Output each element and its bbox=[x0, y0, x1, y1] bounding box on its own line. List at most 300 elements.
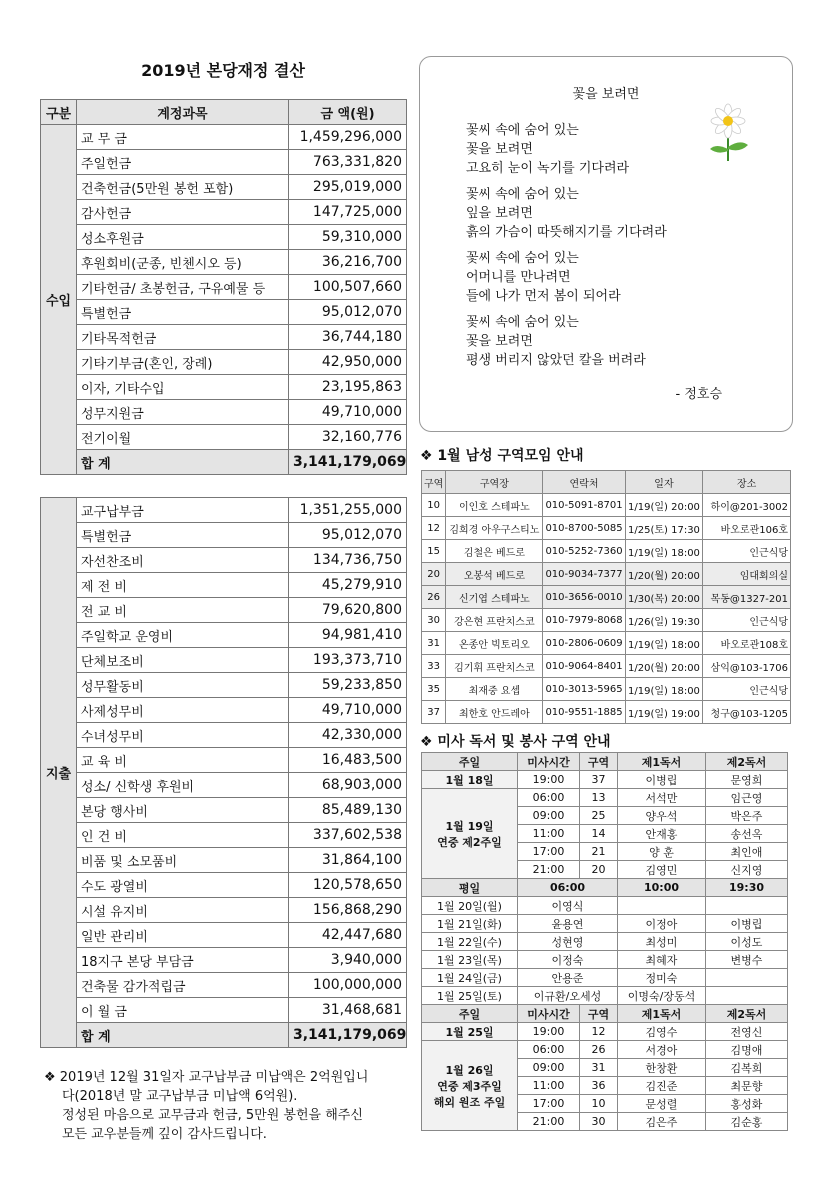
account-name: 건축헌금(5만원 봉헌 포함) bbox=[77, 175, 289, 200]
account-name: 기타헌금/ 초봉헌금, 구유예물 등 bbox=[77, 275, 289, 300]
mass-cell: 한창환 bbox=[618, 1059, 706, 1077]
income-label: 수입 bbox=[41, 125, 77, 475]
district-cell: 1/20(월) 20:00 bbox=[625, 655, 703, 678]
district-row bbox=[422, 678, 791, 701]
total-amount: 3,141,179,069 bbox=[289, 1023, 407, 1048]
mass-row bbox=[422, 771, 788, 789]
mass-cell: 21:00 bbox=[518, 861, 580, 879]
account-name: 교구납부금 bbox=[77, 498, 289, 523]
weekday-cell: 최성미 bbox=[618, 933, 706, 951]
finance-row bbox=[41, 523, 407, 548]
mass-cell: 양 훈 bbox=[618, 843, 706, 861]
district-cell: 010-5091-8701 bbox=[543, 494, 625, 517]
poem-line: 꽃씨 속에 숨어 있는 bbox=[466, 187, 579, 202]
finance-title: 2019년 본당재정 결산 bbox=[141, 61, 305, 80]
account-name: 수녀성무비 bbox=[77, 723, 289, 748]
district-cell: 12 bbox=[422, 517, 446, 540]
account-name: 사제성무비 bbox=[77, 698, 289, 723]
mass-cell: 25 bbox=[580, 807, 618, 825]
district-cell: 인근식당 bbox=[703, 678, 791, 701]
weekday-cell: 이병립 bbox=[706, 915, 788, 933]
district-cell: 10 bbox=[422, 494, 446, 517]
mass-cell: 10 bbox=[580, 1095, 618, 1113]
district-cell: 인근식당 bbox=[703, 540, 791, 563]
account-amount: 59,310,000 bbox=[289, 225, 407, 250]
mass-cell: 21 bbox=[580, 843, 618, 861]
account-name: 성소/ 신학생 후원비 bbox=[77, 773, 289, 798]
poem-author: - 정호승 bbox=[675, 387, 722, 402]
account-name: 18지구 본당 부담금 bbox=[77, 948, 289, 973]
district-cell: 이인호 스테파노 bbox=[446, 494, 543, 517]
mass-cell: 김영민 bbox=[618, 861, 706, 879]
account-amount: 100,507,660 bbox=[289, 275, 407, 300]
account-amount: 45,279,910 bbox=[289, 573, 407, 598]
mass-cell: 14 bbox=[580, 825, 618, 843]
account-amount: 49,710,000 bbox=[289, 698, 407, 723]
district-row bbox=[422, 563, 791, 586]
mass-cell: 30 bbox=[580, 1113, 618, 1131]
mass-header: 구역 bbox=[580, 753, 618, 771]
account-name: 교 육 비 bbox=[77, 748, 289, 773]
finance-row bbox=[41, 275, 407, 300]
weekday-row bbox=[422, 969, 788, 987]
mass-day-label-line: 1월 19일 bbox=[445, 819, 494, 833]
finance-row bbox=[41, 425, 407, 450]
finance-note bbox=[44, 1068, 414, 1144]
poem-line: 잎을 보려면 bbox=[466, 206, 533, 221]
mass-cell: 09:00 bbox=[518, 807, 580, 825]
finance-row bbox=[41, 200, 407, 225]
account-name: 단체보조비 bbox=[77, 648, 289, 673]
account-amount: 1,351,255,000 bbox=[289, 498, 407, 523]
finance-row bbox=[41, 400, 407, 425]
weekday-cell: 이정아 bbox=[618, 915, 706, 933]
weekday-cell: 최혜자 bbox=[618, 951, 706, 969]
weekday-cell bbox=[706, 897, 788, 915]
mass-cell: 김명애 bbox=[706, 1041, 788, 1059]
district-cell: 최재중 요셉 bbox=[446, 678, 543, 701]
account-amount: 156,868,290 bbox=[289, 898, 407, 923]
header-category: 구분 bbox=[41, 100, 77, 125]
district-cell: 신기엽 스테파노 bbox=[446, 586, 543, 609]
account-name: 기타목적헌금 bbox=[77, 325, 289, 350]
mass-cell: 김진준 bbox=[618, 1077, 706, 1095]
account-amount: 42,447,680 bbox=[289, 923, 407, 948]
weekday-cell: 정미숙 bbox=[618, 969, 706, 987]
district-cell: 1/30(목) 20:00 bbox=[625, 586, 703, 609]
mass-cell: 송선옥 bbox=[706, 825, 788, 843]
district-cell: 1/19(일) 18:00 bbox=[625, 678, 703, 701]
poem-line: 꽃씨 속에 숨어 있는 bbox=[466, 123, 579, 138]
district-cell: 010-5252-7360 bbox=[543, 540, 625, 563]
finance-row bbox=[41, 350, 407, 375]
weekday-date: 1월 20일(월) bbox=[422, 897, 518, 915]
district-row bbox=[422, 540, 791, 563]
account-amount: 295,019,000 bbox=[289, 175, 407, 200]
mass-header: 주일 bbox=[422, 1005, 518, 1023]
finance-row bbox=[41, 898, 407, 923]
mass-cell: 26 bbox=[580, 1041, 618, 1059]
account-amount: 1,459,296,000 bbox=[289, 125, 407, 150]
mass-cell: 서석만 bbox=[618, 789, 706, 807]
mass-cell: 김복희 bbox=[706, 1059, 788, 1077]
finance-row bbox=[41, 150, 407, 175]
account-amount: 85,489,130 bbox=[289, 798, 407, 823]
district-cell: 최한호 안드레아 bbox=[446, 701, 543, 724]
weekday-row bbox=[422, 915, 788, 933]
account-amount: 42,950,000 bbox=[289, 350, 407, 375]
poem-line: 평생 버리지 않았던 칼을 버려라 bbox=[466, 353, 646, 368]
finance-row bbox=[41, 773, 407, 798]
mass-cell: 11:00 bbox=[518, 1077, 580, 1095]
district-cell: 26 bbox=[422, 586, 446, 609]
account-name: 시설 유지비 bbox=[77, 898, 289, 923]
account-name: 일반 관리비 bbox=[77, 923, 289, 948]
note-line: 다(2018년 말 교구납부금 미납액 6억원). bbox=[62, 1089, 298, 1104]
weekday-header: 10:00 bbox=[618, 879, 706, 897]
weekday-cell bbox=[618, 897, 706, 915]
mass-cell: 신지영 bbox=[706, 861, 788, 879]
daisy-flower-icon bbox=[702, 99, 754, 163]
weekday-cell: 안용준 bbox=[518, 969, 618, 987]
mass-header: 제2독서 bbox=[706, 1005, 788, 1023]
district-row bbox=[422, 609, 791, 632]
weekday-date: 1월 23일(목) bbox=[422, 951, 518, 969]
district-cell: 김철은 베드로 bbox=[446, 540, 543, 563]
weekday-header: 19:30 bbox=[706, 879, 788, 897]
total-row bbox=[41, 1023, 407, 1048]
mass-cell: 최인애 bbox=[706, 843, 788, 861]
district-cell: 1/19(일) 18:00 bbox=[625, 540, 703, 563]
poem-line: 어머니를 만나려면 bbox=[466, 270, 571, 285]
district-title: ❖ 1월 남성 구역모임 안내 bbox=[420, 448, 584, 464]
mass-day-label-line: 연중 제3주일 bbox=[437, 1079, 502, 1093]
finance-row bbox=[41, 375, 407, 400]
district-cell: 목동@1327-201 bbox=[703, 586, 791, 609]
finance-row bbox=[41, 175, 407, 200]
account-amount: 95,012,070 bbox=[289, 300, 407, 325]
district-cell: 하이@201-3002 bbox=[703, 494, 791, 517]
mass-day-label: 1월 25일 bbox=[422, 1023, 518, 1041]
account-amount: 79,620,800 bbox=[289, 598, 407, 623]
finance-row bbox=[41, 698, 407, 723]
mass-cell: 19:00 bbox=[518, 771, 580, 789]
district-table bbox=[421, 470, 791, 724]
mass-row bbox=[422, 1023, 788, 1041]
finance-row bbox=[41, 748, 407, 773]
mass-table bbox=[421, 752, 788, 1131]
mass-cell: 안재홍 bbox=[618, 825, 706, 843]
mass-cell: 최문향 bbox=[706, 1077, 788, 1095]
finance-row bbox=[41, 923, 407, 948]
district-cell: 1/19(일) 18:00 bbox=[625, 632, 703, 655]
account-name: 제 전 비 bbox=[77, 573, 289, 598]
weekday-header: 평일 bbox=[422, 879, 518, 897]
weekday-row bbox=[422, 933, 788, 951]
finance-row bbox=[41, 573, 407, 598]
finance-row bbox=[41, 998, 407, 1023]
mass-cell: 양우석 bbox=[618, 807, 706, 825]
account-name: 이자, 기타수입 bbox=[77, 375, 289, 400]
district-cell: 010-9034-7377 bbox=[543, 563, 625, 586]
district-cell: 1/19(일) 19:00 bbox=[625, 701, 703, 724]
weekday-cell: 이규환/오세성 bbox=[518, 987, 618, 1005]
mass-header-row bbox=[422, 753, 788, 771]
mass-cell: 홍성화 bbox=[706, 1095, 788, 1113]
district-row bbox=[422, 701, 791, 724]
district-cell: 31 bbox=[422, 632, 446, 655]
mass-day-label bbox=[422, 789, 518, 879]
account-amount: 193,373,710 bbox=[289, 648, 407, 673]
note-line: 정성된 마음으로 교무금과 헌금, 5만원 봉헌을 해주신 bbox=[62, 1108, 363, 1123]
account-name: 전기이월 bbox=[77, 425, 289, 450]
mass-cell: 13 bbox=[580, 789, 618, 807]
mass-cell: 20 bbox=[580, 861, 618, 879]
finance-row bbox=[41, 598, 407, 623]
finance-row bbox=[41, 623, 407, 648]
account-amount: 31,468,681 bbox=[289, 998, 407, 1023]
account-amount: 16,483,500 bbox=[289, 748, 407, 773]
finance-row bbox=[41, 848, 407, 873]
mass-day-label-line: 연중 제2주일 bbox=[437, 835, 502, 849]
district-cell: 온종안 빅토리오 bbox=[446, 632, 543, 655]
account-amount: 49,710,000 bbox=[289, 400, 407, 425]
total-label: 합 계 bbox=[77, 450, 289, 475]
district-cell: 1/25(토) 17:30 bbox=[625, 517, 703, 540]
finance-row bbox=[41, 823, 407, 848]
district-cell: 20 bbox=[422, 563, 446, 586]
poem-line: 꽃씨 속에 숨어 있는 bbox=[466, 251, 579, 266]
poem-stanza bbox=[466, 249, 621, 306]
weekday-cell: 이정숙 bbox=[518, 951, 618, 969]
mass-header: 제1독서 bbox=[618, 753, 706, 771]
account-amount: 23,195,863 bbox=[289, 375, 407, 400]
mass-cell: 17:00 bbox=[518, 843, 580, 861]
district-header: 장소 bbox=[703, 471, 791, 494]
district-header: 구역장 bbox=[446, 471, 543, 494]
account-amount: 36,744,180 bbox=[289, 325, 407, 350]
finance-row bbox=[41, 300, 407, 325]
mass-cell: 김순홍 bbox=[706, 1113, 788, 1131]
account-name: 전 교 비 bbox=[77, 598, 289, 623]
district-cell: 1/20(월) 20:00 bbox=[625, 563, 703, 586]
note-line: ❖ 2019년 12월 31일자 교구납부금 미납액은 2억원입니 bbox=[44, 1070, 369, 1085]
district-row bbox=[422, 632, 791, 655]
district-cell: 010-3656-0010 bbox=[543, 586, 625, 609]
mass-cell: 37 bbox=[580, 771, 618, 789]
finance-row bbox=[41, 548, 407, 573]
mass-cell: 21:00 bbox=[518, 1113, 580, 1131]
mass-cell: 김영수 bbox=[618, 1023, 706, 1041]
district-row bbox=[422, 494, 791, 517]
poem-stanza bbox=[466, 313, 646, 370]
income-table bbox=[40, 99, 407, 475]
poem-line: 들에 나가 먼저 봄이 되어라 bbox=[466, 289, 621, 304]
district-cell: 15 bbox=[422, 540, 446, 563]
mass-header: 구역 bbox=[580, 1005, 618, 1023]
district-cell: 김기휘 프란치스코 bbox=[446, 655, 543, 678]
finance-row bbox=[41, 873, 407, 898]
account-name: 주일헌금 bbox=[77, 150, 289, 175]
mass-day-label-line: 1월 26일 bbox=[445, 1063, 494, 1077]
weekday-cell: 이성도 bbox=[706, 933, 788, 951]
mass-cell: 전영신 bbox=[706, 1023, 788, 1041]
account-amount: 147,725,000 bbox=[289, 200, 407, 225]
account-name: 비품 및 소모품비 bbox=[77, 848, 289, 873]
account-amount: 120,578,650 bbox=[289, 873, 407, 898]
mass-cell: 임근영 bbox=[706, 789, 788, 807]
finance-row bbox=[41, 973, 407, 998]
district-cell: 010-3013-5965 bbox=[543, 678, 625, 701]
mass-header-row bbox=[422, 1005, 788, 1023]
mass-row bbox=[422, 789, 788, 807]
mass-cell: 11:00 bbox=[518, 825, 580, 843]
mass-header: 미사시간 bbox=[518, 753, 580, 771]
account-name: 수도 광열비 bbox=[77, 873, 289, 898]
account-amount: 3,940,000 bbox=[289, 948, 407, 973]
account-name: 성소후원금 bbox=[77, 225, 289, 250]
mass-cell: 김은주 bbox=[618, 1113, 706, 1131]
finance-row bbox=[41, 673, 407, 698]
district-cell: 강은현 프란치스코 bbox=[446, 609, 543, 632]
weekday-header: 06:00 bbox=[518, 879, 618, 897]
finance-row bbox=[41, 250, 407, 275]
district-header: 일자 bbox=[625, 471, 703, 494]
account-amount: 31,864,100 bbox=[289, 848, 407, 873]
finance-row bbox=[41, 723, 407, 748]
district-cell: 010-9551-1885 bbox=[543, 701, 625, 724]
account-name: 본당 행사비 bbox=[77, 798, 289, 823]
account-amount: 59,233,850 bbox=[289, 673, 407, 698]
total-label: 합 계 bbox=[77, 1023, 289, 1048]
district-cell: 010-2806-0609 bbox=[543, 632, 625, 655]
account-amount: 68,903,000 bbox=[289, 773, 407, 798]
mass-cell: 06:00 bbox=[518, 1041, 580, 1059]
mass-header: 미사시간 bbox=[518, 1005, 580, 1023]
weekday-date: 1월 24일(금) bbox=[422, 969, 518, 987]
mass-cell: 문성렬 bbox=[618, 1095, 706, 1113]
finance-row bbox=[41, 648, 407, 673]
mass-cell: 36 bbox=[580, 1077, 618, 1095]
district-cell: 인근식당 bbox=[703, 609, 791, 632]
account-name: 특별헌금 bbox=[77, 300, 289, 325]
mass-cell: 문영희 bbox=[706, 771, 788, 789]
weekday-cell: 이영식 bbox=[518, 897, 618, 915]
district-cell: 010-8700-5085 bbox=[543, 517, 625, 540]
account-amount: 134,736,750 bbox=[289, 548, 407, 573]
account-amount: 42,330,000 bbox=[289, 723, 407, 748]
account-name: 건축물 감가적립금 bbox=[77, 973, 289, 998]
mass-header: 제2독서 bbox=[706, 753, 788, 771]
district-cell: 35 bbox=[422, 678, 446, 701]
note-line: 모든 교우분들께 깊이 감사드립니다. bbox=[62, 1127, 267, 1142]
account-name: 특별헌금 bbox=[77, 523, 289, 548]
total-amount: 3,141,179,069 bbox=[289, 450, 407, 475]
account-name: 교 무 금 bbox=[77, 125, 289, 150]
account-name: 이 월 금 bbox=[77, 998, 289, 1023]
mass-cell: 박은주 bbox=[706, 807, 788, 825]
weekday-cell bbox=[706, 969, 788, 987]
district-cell: 30 bbox=[422, 609, 446, 632]
weekday-cell: 성현영 bbox=[518, 933, 618, 951]
account-amount: 763,331,820 bbox=[289, 150, 407, 175]
account-amount: 32,160,776 bbox=[289, 425, 407, 450]
mass-row bbox=[422, 1041, 788, 1059]
district-cell: 1/19(일) 20:00 bbox=[625, 494, 703, 517]
weekday-row bbox=[422, 987, 788, 1005]
weekday-date: 1월 21일(화) bbox=[422, 915, 518, 933]
district-row bbox=[422, 517, 791, 540]
account-name: 후원회비(군종, 빈첸시오 등) bbox=[77, 250, 289, 275]
poem-line: 꽃을 보려면 bbox=[466, 142, 533, 157]
poem-line: 흙의 가슴이 따뜻해지기를 기다려라 bbox=[466, 225, 667, 240]
district-cell: 오봉석 베드로 bbox=[446, 563, 543, 586]
poem-title: 꽃을 보려면 bbox=[572, 87, 640, 102]
mass-cell: 17:00 bbox=[518, 1095, 580, 1113]
account-name: 성무활동비 bbox=[77, 673, 289, 698]
district-cell: 김희경 아우구스티노 bbox=[446, 517, 543, 540]
finance-row bbox=[41, 325, 407, 350]
poem-line: 고요히 눈이 녹기를 기다려라 bbox=[466, 161, 630, 176]
account-amount: 100,000,000 bbox=[289, 973, 407, 998]
poem-box bbox=[419, 56, 793, 432]
district-cell: 임대회의실 bbox=[703, 563, 791, 586]
poem-line: 꽃씨 속에 숨어 있는 bbox=[466, 315, 579, 330]
account-amount: 94,981,410 bbox=[289, 623, 407, 648]
account-amount: 337,602,538 bbox=[289, 823, 407, 848]
district-row bbox=[422, 655, 791, 678]
mass-cell: 19:00 bbox=[518, 1023, 580, 1041]
weekday-row bbox=[422, 951, 788, 969]
expense-table bbox=[40, 497, 407, 1048]
weekday-row bbox=[422, 897, 788, 915]
district-cell: 010-7979-8068 bbox=[543, 609, 625, 632]
poem-line: 꽃을 보려면 bbox=[466, 334, 533, 349]
finance-row bbox=[41, 225, 407, 250]
mass-day-label: 1월 18일 bbox=[422, 771, 518, 789]
account-name: 감사헌금 bbox=[77, 200, 289, 225]
district-cell: 010-9064-8401 bbox=[543, 655, 625, 678]
weekday-header-row bbox=[422, 879, 788, 897]
district-cell: 37 bbox=[422, 701, 446, 724]
account-name: 성무지원금 bbox=[77, 400, 289, 425]
district-cell: 바오로관108호 bbox=[703, 632, 791, 655]
weekday-cell: 윤용연 bbox=[518, 915, 618, 933]
district-cell: 청구@103-1205 bbox=[703, 701, 791, 724]
district-cell: 삼익@103-1706 bbox=[703, 655, 791, 678]
account-name: 주일학교 운영비 bbox=[77, 623, 289, 648]
mass-cell: 서경아 bbox=[618, 1041, 706, 1059]
finance-row bbox=[41, 948, 407, 973]
mass-header: 제1독서 bbox=[618, 1005, 706, 1023]
mass-header: 주일 bbox=[422, 753, 518, 771]
account-amount: 95,012,070 bbox=[289, 523, 407, 548]
finance-row bbox=[41, 798, 407, 823]
finance-row bbox=[41, 125, 407, 150]
account-name: 기타기부금(혼인, 장례) bbox=[77, 350, 289, 375]
district-header: 구역 bbox=[422, 471, 446, 494]
poem-stanza bbox=[466, 121, 629, 178]
header-amount: 금 액(원) bbox=[289, 100, 407, 125]
poem-stanza bbox=[466, 185, 667, 242]
mass-day-label-line: 해외 원조 주일 bbox=[433, 1095, 506, 1109]
weekday-cell: 변병수 bbox=[706, 951, 788, 969]
district-cell: 33 bbox=[422, 655, 446, 678]
mass-day-label bbox=[422, 1041, 518, 1131]
finance-row bbox=[41, 498, 407, 523]
mass-cell: 09:00 bbox=[518, 1059, 580, 1077]
district-cell: 바오로관106호 bbox=[703, 517, 791, 540]
